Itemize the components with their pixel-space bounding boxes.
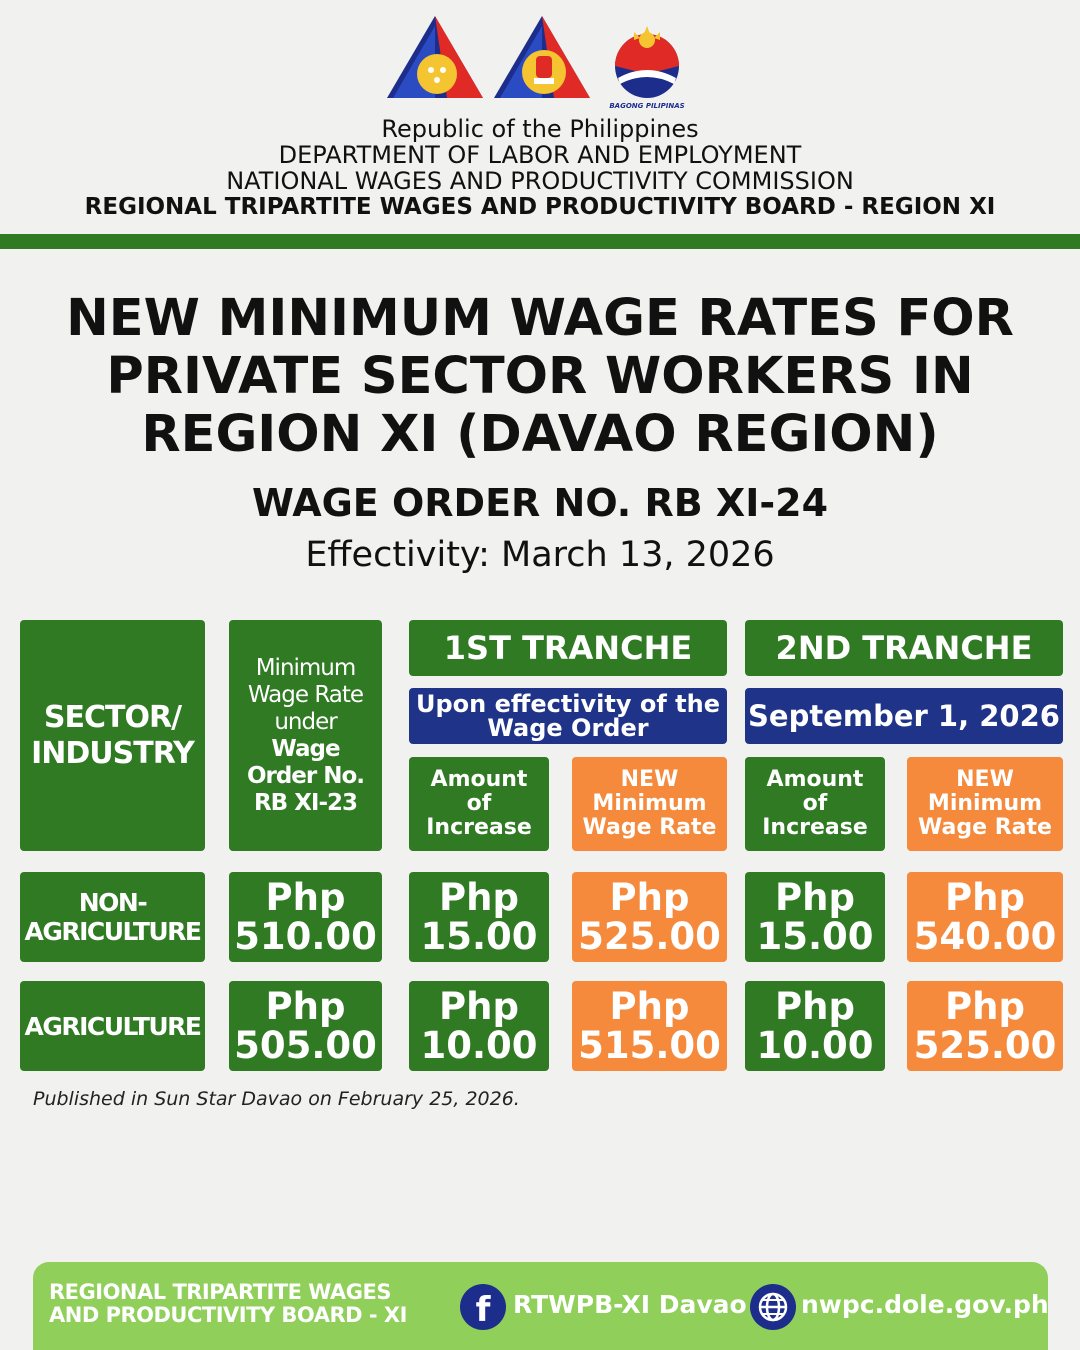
header-text: Amount	[430, 767, 528, 792]
agri-t1-increase	[409, 981, 549, 1071]
first-tranche-date-line-2: Wage Order	[487, 714, 649, 742]
footer-org-name	[49, 1281, 407, 1327]
logo-bar	[0, 14, 1080, 114]
nwpc-logo-icon	[492, 14, 592, 100]
second-tranche-date: September 1, 2026	[745, 688, 1063, 744]
title-line-2: PRIVATE SECTOR WORKERS IN	[106, 347, 974, 406]
agri-t1-new-wage	[572, 981, 727, 1071]
title-line-3: REGION XI (DAVAO REGION)	[141, 405, 939, 464]
dole-line: DEPARTMENT OF LABOR AND EMPLOYMENT	[278, 141, 802, 169]
globe-icon[interactable]	[750, 1284, 796, 1330]
footer-org-line-2: AND PRODUCTIVITY BOARD - XI	[49, 1303, 407, 1327]
amount-text: 510.00	[234, 915, 377, 958]
sector-industry-header	[20, 620, 205, 851]
header-text: of	[802, 791, 828, 816]
agri-t2-new-wage	[907, 981, 1063, 1071]
row-agriculture-label	[20, 981, 205, 1071]
title-line-1: NEW MINIMUM WAGE RATES FOR	[66, 289, 1014, 348]
header-text: Wage Rate	[918, 815, 1052, 840]
row-label-text: NON-	[78, 888, 147, 917]
currency-text: Php	[775, 876, 855, 919]
amount-text: 15.00	[420, 915, 538, 958]
header-text: Amount	[766, 767, 864, 792]
currency-text: Php	[439, 876, 519, 919]
mwr-header-line-6: RB XI-23	[253, 789, 358, 816]
currency-text: Php	[265, 985, 346, 1028]
t2-new-wage-header	[907, 757, 1063, 851]
mwr-header-line-1: Minimum	[255, 654, 356, 681]
header-text: Minimum	[592, 791, 707, 816]
sector-header-line-2: INDUSTRY	[31, 735, 194, 771]
amount-text: 10.00	[420, 1024, 538, 1067]
currency-text: Php	[609, 985, 690, 1028]
currency-text: Php	[439, 985, 519, 1028]
amount-text: 540.00	[913, 915, 1057, 958]
currency-text: Php	[945, 985, 1025, 1028]
currency-text: Php	[609, 876, 690, 919]
page-title	[0, 290, 1080, 464]
dole-logo-icon	[385, 14, 485, 100]
row-label-text: AGRICULTURE	[24, 917, 201, 946]
first-tranche-header: 1ST TRANCHE	[409, 620, 727, 676]
header-text: Increase	[762, 815, 868, 840]
header-text: Increase	[426, 815, 532, 840]
current-minimum-wage-header	[229, 620, 382, 851]
amount-text: 525.00	[913, 1024, 1057, 1067]
mwr-header-line-3: under	[274, 708, 337, 735]
t1-new-wage-header	[572, 757, 727, 851]
header-text: NEW	[956, 767, 1014, 792]
currency-text: Php	[775, 985, 855, 1028]
republic-line: Republic of the Philippines	[381, 115, 699, 143]
wage-order-number: WAGE ORDER NO. RB XI-24	[251, 481, 829, 525]
footer-bar	[33, 1262, 1048, 1350]
agri-current-wage	[229, 981, 382, 1071]
first-tranche-date-line-1: Upon effectivity of the	[416, 690, 720, 718]
bagong-pilipinas-icon	[604, 26, 690, 102]
t1-amount-increase-header	[409, 757, 549, 851]
mwr-header-line-4: Wage	[271, 735, 340, 762]
rtwpb-line: REGIONAL TRIPARTITE WAGES AND PRODUCTIVITY BOARD - REGION XI	[84, 194, 996, 220]
first-tranche-date	[409, 688, 727, 744]
amount-text: 505.00	[234, 1024, 377, 1067]
row-non-agriculture-label	[20, 872, 205, 962]
sector-header-line-1: SECTOR/	[43, 699, 182, 735]
publication-note: Published in Sun Star Davao on February 25, 2026.	[33, 1088, 520, 1110]
website-link[interactable]: nwpc.dole.gov.ph	[801, 1290, 1049, 1319]
mwr-header-line-2: Wage Rate	[247, 681, 364, 708]
bagong-pilipinas-text: BAGONG PILIPINAS	[609, 102, 685, 110]
amount-text: 515.00	[578, 1024, 721, 1067]
bagong-pilipinas-logo	[604, 26, 690, 112]
non-agri-t2-new-wage	[907, 872, 1063, 962]
currency-text: Php	[945, 876, 1025, 919]
effectivity-date: Effectivity: March 13, 2026	[305, 535, 775, 575]
amount-text: 10.00	[756, 1024, 874, 1067]
agri-t2-increase	[745, 981, 885, 1071]
currency-text: Php	[265, 876, 346, 919]
nwpc-line: NATIONAL WAGES AND PRODUCTIVITY COMMISSION	[226, 167, 854, 195]
footer-org-line-1: REGIONAL TRIPARTITE WAGES	[49, 1280, 391, 1304]
non-agri-t1-new-wage	[572, 872, 727, 962]
t2-amount-increase-header	[745, 757, 885, 851]
non-agri-t2-increase	[745, 872, 885, 962]
non-agri-current-wage	[229, 872, 382, 962]
header-divider	[0, 234, 1080, 249]
amount-text: 15.00	[756, 915, 874, 958]
header-text: Wage Rate	[582, 815, 717, 840]
header-text: of	[466, 791, 492, 816]
header-text: NEW	[620, 767, 679, 792]
agency-header	[0, 116, 1080, 220]
non-agri-t1-increase	[409, 872, 549, 962]
row-label-text: AGRICULTURE	[24, 1011, 201, 1041]
second-tranche-header: 2ND TRANCHE	[745, 620, 1063, 676]
facebook-page-link[interactable]: RTWPB-XI Davao	[513, 1290, 747, 1319]
amount-text: 525.00	[578, 915, 721, 958]
header-text: Minimum	[927, 791, 1043, 816]
facebook-icon[interactable]: f	[460, 1284, 506, 1330]
mwr-header-line-5: Order No.	[246, 762, 365, 789]
